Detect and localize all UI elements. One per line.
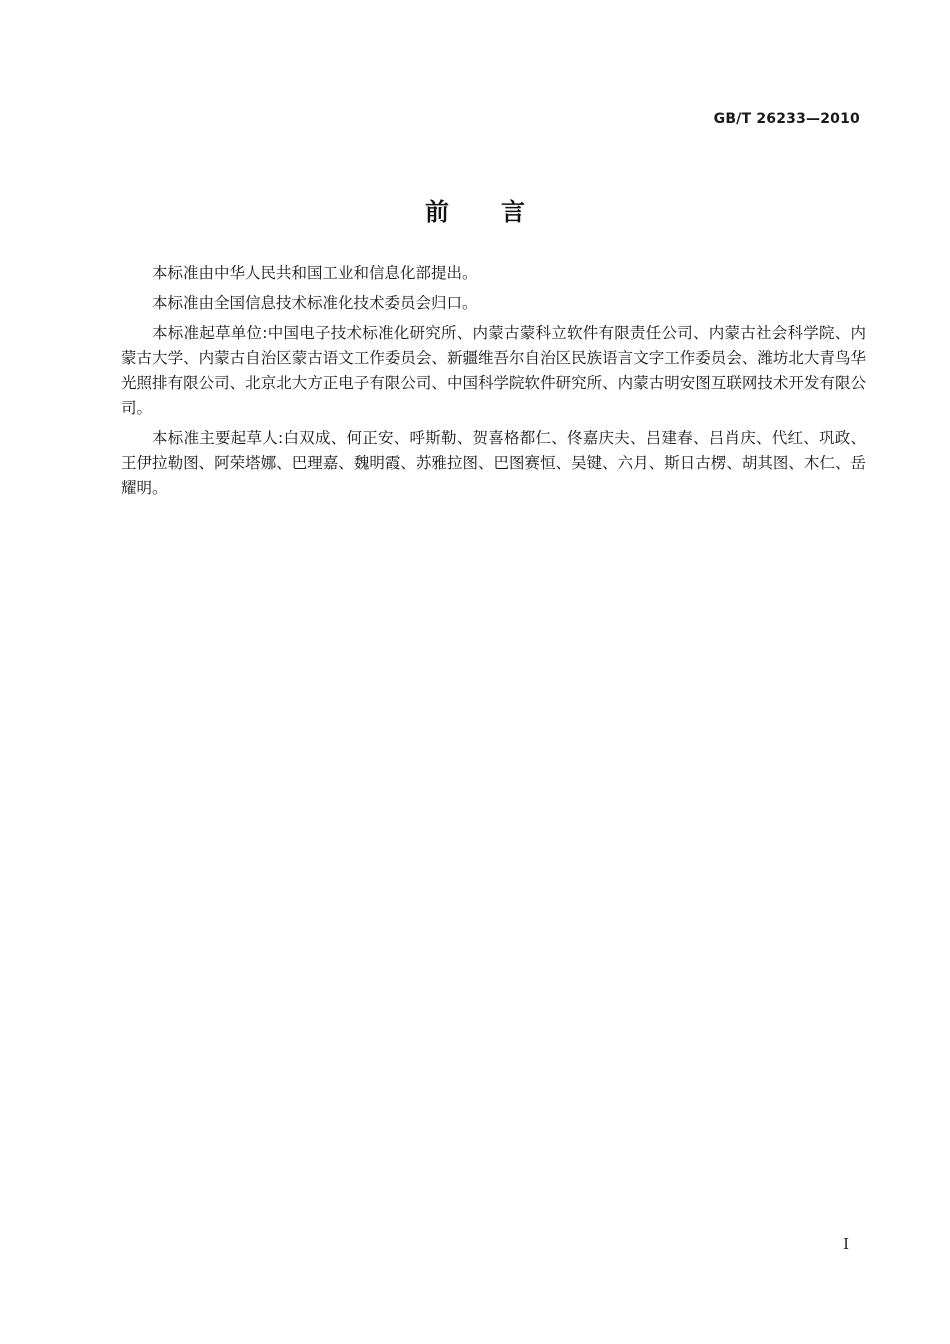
standard-code: GB/T 26233—2010 [713,111,860,127]
page-title: 前言 [425,198,577,226]
page-number: I [843,1235,849,1253]
paragraph-proposer: 本标准由中华人民共和国工业和信息化部提出。 [152,264,478,282]
foreword-body [121,261,866,506]
paragraph-drafting-units: 本标准起草单位:中国电子技术标准化研究所、内蒙古蒙科立软件有限责任公司、内蒙古社会科学院、内蒙古大学、内蒙古自治区蒙古语文工作委员会、新疆维吾尔自治区民族语言文字工作委员会、潍坊北大青鸟华光照排有限公司、北京北大方正电子有限公司、中国科学院软件研究所、内蒙古明安图互联网技术开发有限公司。 [121,324,866,417]
paragraph-drafters: 本标准主要起草人:白双成、何正安、呼斯勒、贺喜格都仁、佟嘉庆夫、吕建春、吕肖庆、代红、巩政、王伊拉勒图、阿荣塔娜、巴理嘉、魏明霞、苏雅拉图、巴图赛恒、吴键、六月、斯日古楞、胡其图、木仁、岳耀明。 [121,429,866,497]
paragraph-administrator: 本标准由全国信息技术标准化技术委员会归口。 [152,294,478,312]
